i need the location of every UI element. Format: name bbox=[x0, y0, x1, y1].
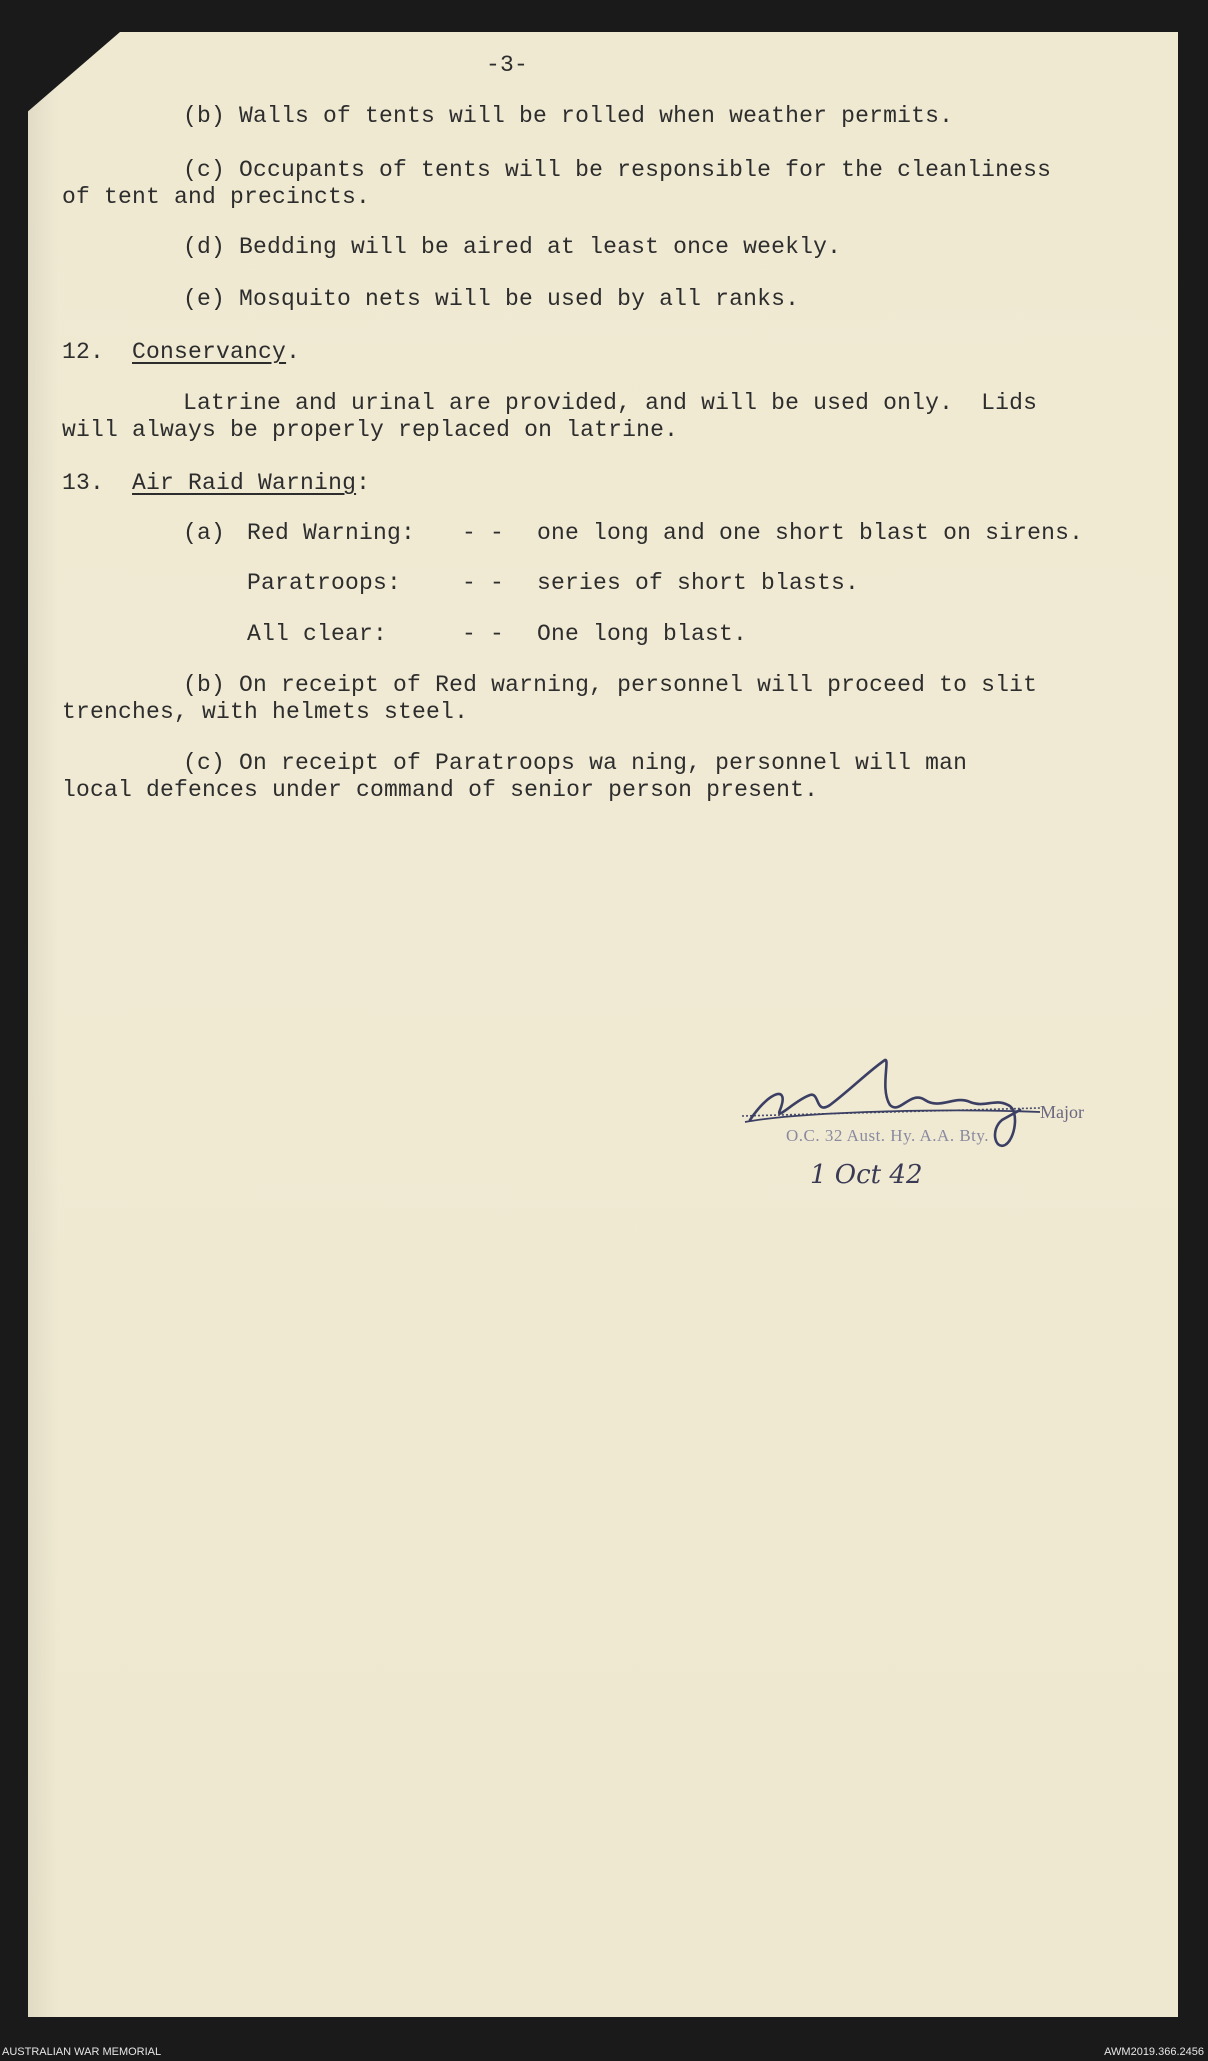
stamp-rank: Major bbox=[1040, 1102, 1084, 1122]
signature-block bbox=[740, 1050, 1120, 1200]
item-13c-line1: (c) On receipt of Paratroops wa ning, personnel will man bbox=[183, 750, 968, 776]
section-12-punct: . bbox=[286, 339, 301, 365]
warning-paratroops-label: Paratroops: bbox=[247, 570, 402, 596]
section-13-title: Air Raid Warning bbox=[132, 470, 357, 496]
item-13c-line2: local defences under command of senior person present. bbox=[62, 777, 819, 803]
item-b-tents: (b) Walls of tents will be rolled when weather permits. bbox=[183, 103, 954, 129]
item-13b-line2: trenches, with helmets steel. bbox=[62, 699, 469, 725]
item-13b-prefix: (b) bbox=[183, 672, 226, 698]
footer-accession: AWM2019.366.2456 bbox=[1104, 2046, 1204, 2058]
conservancy-line1: Latrine and urinal are provided, and will be used only. Lids bbox=[183, 390, 1038, 416]
warning-allclear-dash: - - bbox=[462, 621, 505, 647]
section-12-title: Conservancy bbox=[132, 339, 287, 365]
section-13-punct: : bbox=[356, 470, 371, 496]
section-12-heading bbox=[62, 337, 300, 367]
footer-source: AUSTRALIAN WAR MEMORIAL bbox=[2, 2046, 162, 2058]
warning-allclear-label: All clear: bbox=[247, 621, 388, 647]
document-page bbox=[28, 32, 1178, 2017]
warning-red-text: one long and one short blast on sirens. bbox=[537, 520, 1084, 546]
item-13b-text: On receipt of Red warning, personnel will proceed to slit bbox=[239, 672, 1038, 698]
conservancy-line2: will always be properly replaced on latrine. bbox=[62, 417, 679, 443]
warning-allclear-text: One long blast. bbox=[537, 621, 748, 647]
warning-paratroops-dash: - - bbox=[462, 570, 505, 596]
stamp-unit: O.C. 32 Aust. Hy. A.A. Bty. bbox=[786, 1126, 990, 1145]
section-13-heading bbox=[62, 468, 370, 498]
signature-date: 1 Oct 42 bbox=[810, 1160, 923, 1190]
warning-paratroops-text: series of short blasts. bbox=[537, 570, 860, 596]
item-c-occupants-line1: (c) Occupants of tents will be responsible for the cleanliness bbox=[183, 157, 1052, 183]
item-e-mosquito: (e) Mosquito nets will be used by all ranks. bbox=[183, 286, 800, 312]
section-13-number: 13. bbox=[62, 470, 105, 496]
warning-red-prefix: (a) bbox=[183, 520, 226, 546]
handwritten-signature bbox=[740, 1050, 1120, 1200]
item-d-bedding: (d) Bedding will be aired at least once weekly. bbox=[183, 234, 842, 260]
page-number: -3- bbox=[486, 52, 529, 78]
warning-red-dash: - - bbox=[462, 520, 505, 546]
item-c-occupants-line2: of tent and precincts. bbox=[62, 184, 371, 210]
section-12-number: 12. bbox=[62, 339, 105, 365]
warning-red-label: Red Warning: bbox=[247, 520, 416, 546]
item-13b-line1 bbox=[183, 670, 1037, 700]
